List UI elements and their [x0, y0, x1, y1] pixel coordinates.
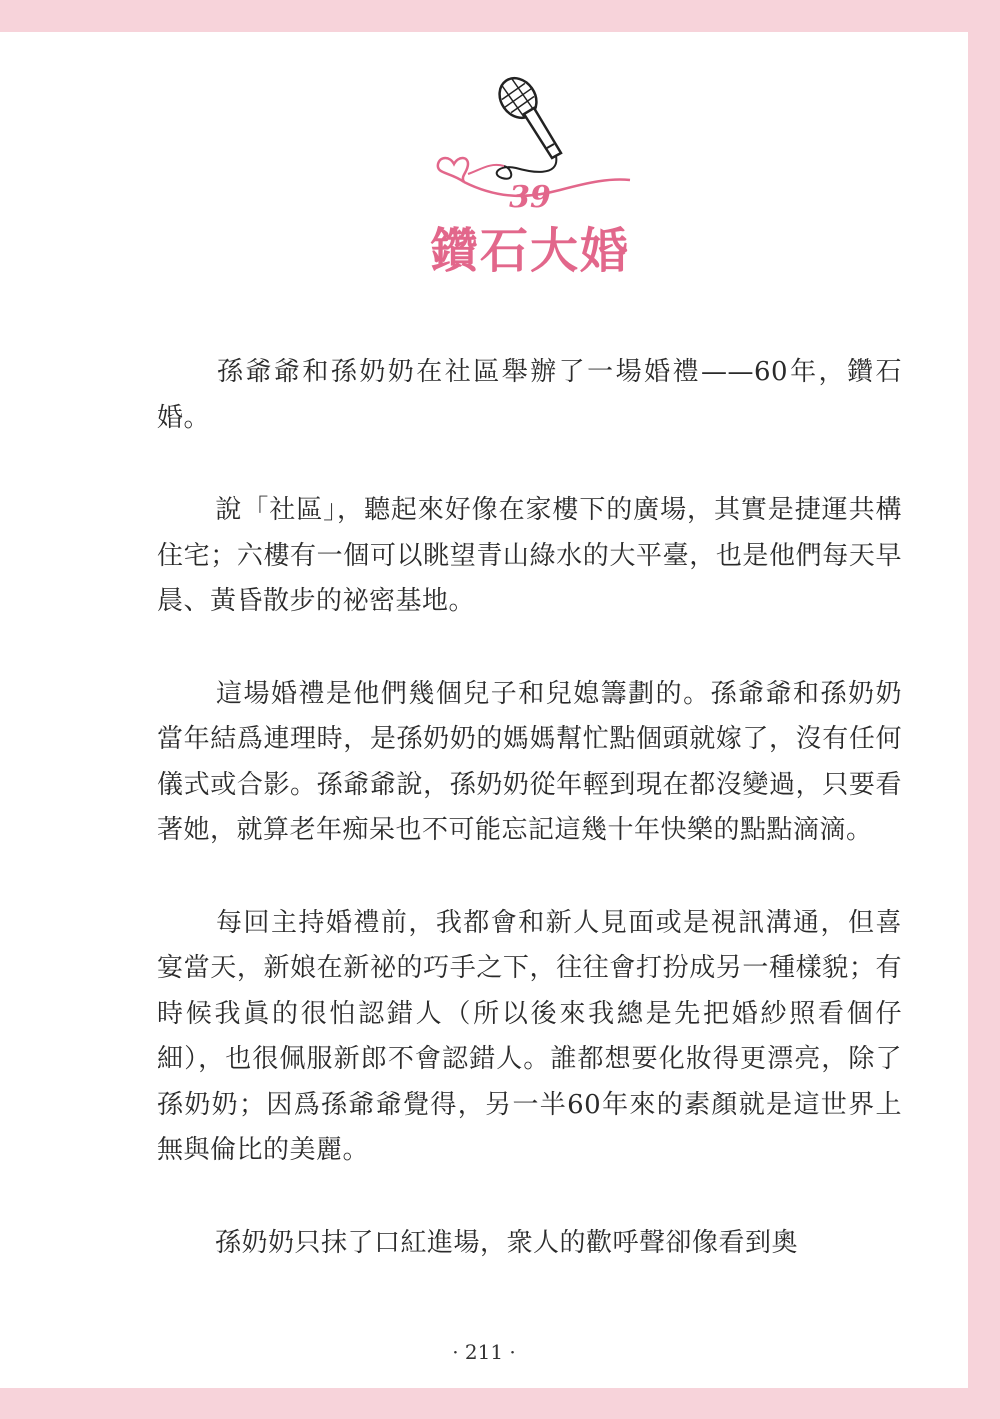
paragraph: 說「社區」，聽起來好像在家樓下的廣場，其實是捷運共構住宅；六樓有一個可以眺望青山綠水的大平臺，也是他們每天早晨、黃昏散步的祕密基地。: [157, 495, 902, 616]
chapter-title: 鑽石大婚: [429, 223, 630, 279]
page-number: · 211 ·: [452, 1340, 516, 1364]
paragraph: 每回主持婚禮前，我都會和新人見面或是視訊溝通，但喜宴當天，新娘在新祕的巧手之下，往往會打扮成另一種樣貌；有時候我眞的很怕認錯人（所以後來我總是先把婚紗照看個仔細），也很佩服新郎不會認錯人。誰都想要化妝得更漂亮，除了孫奶奶；因爲孫爺爺覺得，另一半60年來的素顏就是這世界上無與倫比的美麗。: [157, 907, 902, 1165]
body-text: [157, 350, 902, 1313]
paragraph: 孫爺爺和孫奶奶在社區舉辦了一場婚禮——60年，鑽石婚。: [157, 357, 902, 433]
paragraph: 這場婚禮是他們幾個兒子和兒媳籌劃的。孫爺爺和孫奶奶當年結爲連理時，是孫奶奶的媽媽幫忙點個頭就嫁了，沒有任何儀式或合影。孫爺爺說，孫奶奶從年輕到現在都沒變過，只要看著她，就算老年痴呆也不可能忘記這幾十年快樂的點點滴滴。: [157, 678, 902, 845]
book-page: [0, 32, 968, 1388]
paragraph: 孫奶奶只抹了口紅進場，衆人的歡呼聲卻像看到奧: [215, 1227, 799, 1258]
chapter-number: 39: [509, 180, 551, 215]
